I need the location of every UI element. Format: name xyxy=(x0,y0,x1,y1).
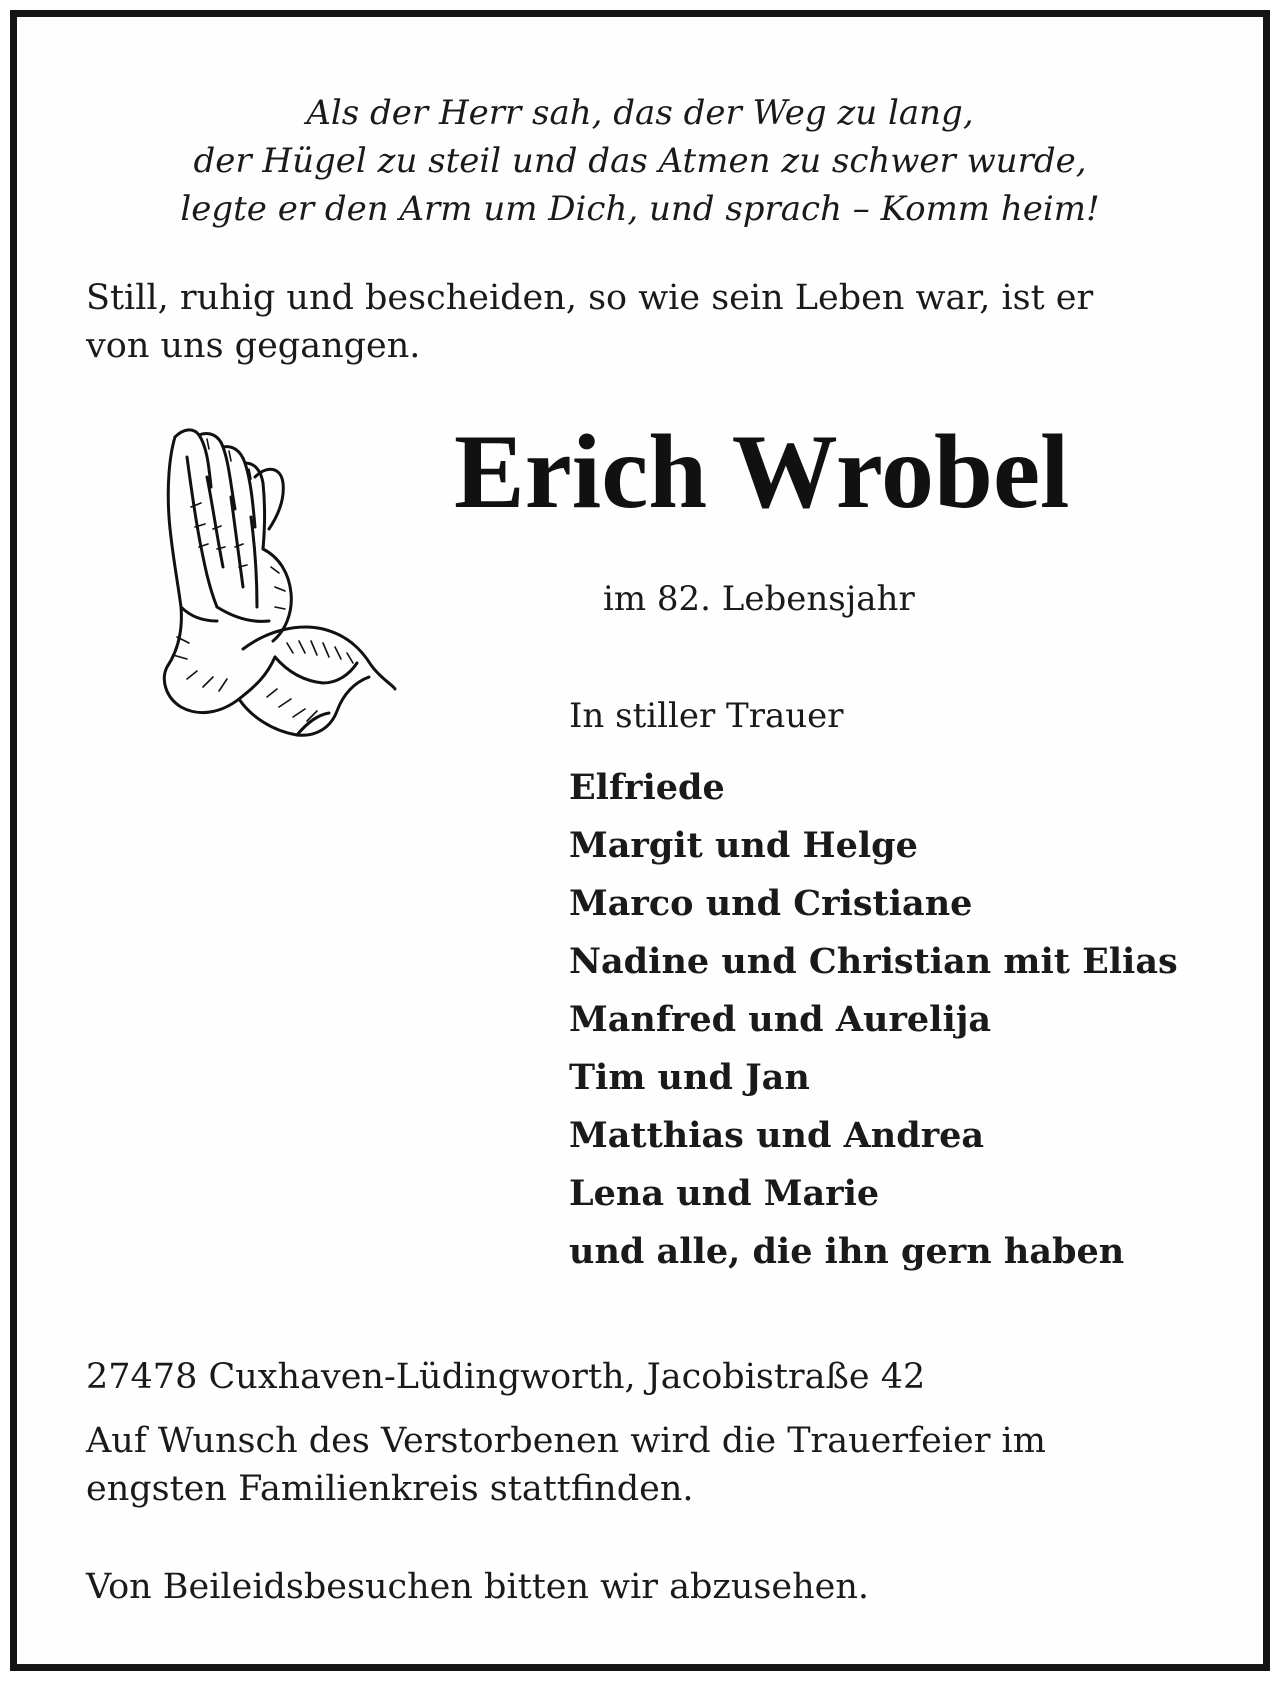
mourner-name: Matthias und Andrea xyxy=(569,1115,985,1156)
condolence-visits-note: Von Beileidsbesuchen bitten wir abzusehen. xyxy=(86,1567,870,1607)
mourner-name: Lena und Marie xyxy=(569,1173,880,1214)
ceremony-note xyxy=(86,1417,1236,1513)
age-line: im 82. Lebensjahr xyxy=(603,579,915,619)
intro-line: Still, ruhig und bescheiden, so wie sein Leben war, ist er xyxy=(86,278,1094,318)
poem-line: Als der Herr sah, das der Weg zu lang, xyxy=(306,93,974,133)
intro-text xyxy=(86,274,1236,370)
poem-verse xyxy=(17,89,1263,233)
mourner-name: Margit und Helge xyxy=(569,825,918,866)
mourning-heading: In stiller Trauer xyxy=(569,696,844,736)
poem-line: der Hügel zu steil und das Atmen zu schwer wurde, xyxy=(193,141,1087,181)
poem-line: legte er den Arm um Dich, und sprach – Komm heim! xyxy=(180,189,1100,229)
mourner-name: Manfred und Aurelija xyxy=(569,999,992,1040)
obituary-notice xyxy=(10,10,1270,1671)
ceremony-line: engsten Familienkreis stattfinden. xyxy=(86,1469,694,1509)
deceased-name: Erich Wrobel xyxy=(454,413,1070,530)
mourner-name: Nadine und Christian mit Elias xyxy=(569,941,1178,982)
intro-line: von uns gegangen. xyxy=(86,326,421,366)
mourner-name: Marco und Cristiane xyxy=(569,883,973,924)
mourner-name: und alle, die ihn gern haben xyxy=(569,1231,1125,1272)
praying-hands-icon xyxy=(147,417,397,742)
family-address: 27478 Cuxhaven-Lüdingworth, Jacobistraße 42 xyxy=(86,1357,926,1397)
mourners-list xyxy=(569,759,1178,1281)
mourner-name: Elfriede xyxy=(569,767,725,808)
mourner-name: Tim und Jan xyxy=(569,1057,810,1098)
ceremony-line: Auf Wunsch des Verstorbenen wird die Trauerfeier im xyxy=(86,1421,1046,1461)
